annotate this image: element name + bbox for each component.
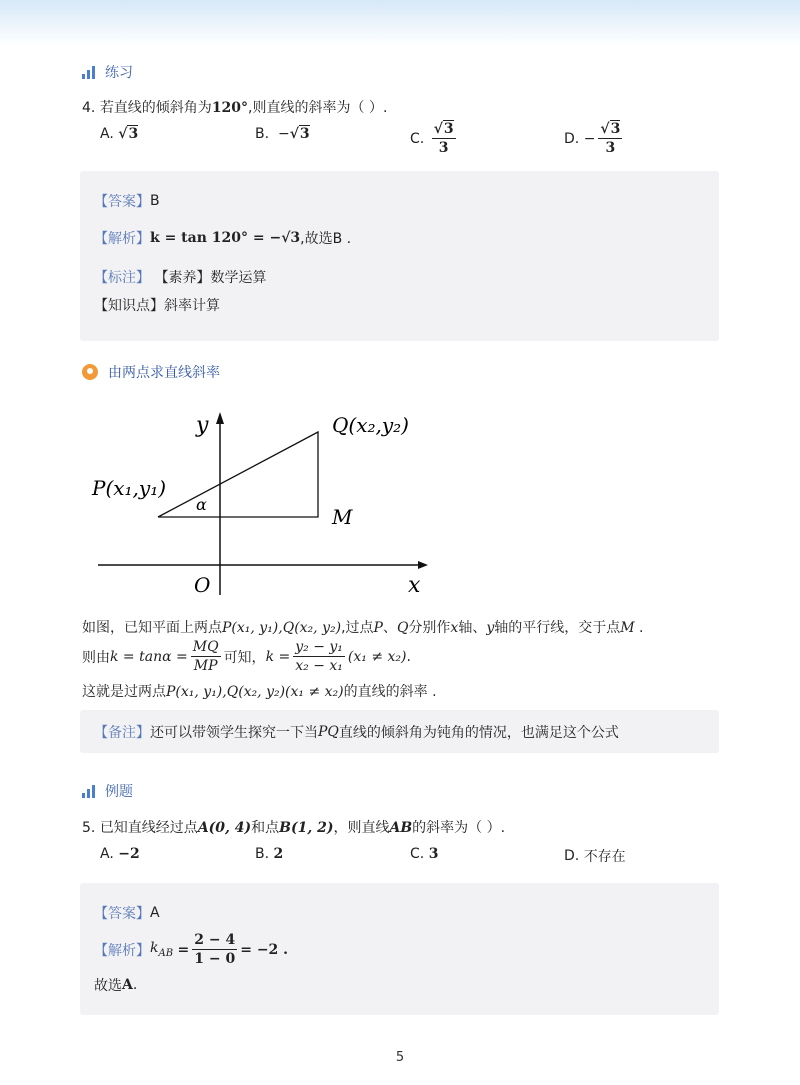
lightbulb-icon <box>82 364 98 380</box>
explain-2-num1: MQ <box>192 639 219 655</box>
point-q-label: Q(x₂,y₂) <box>332 413 409 437</box>
answer-tag: 【答案】 <box>94 194 150 210</box>
origin-label: O <box>194 573 211 597</box>
explain-3b: 的直线的斜率 . <box>343 684 437 700</box>
tip-title: 由两点求直线斜率 <box>108 365 220 381</box>
q4-option-d-label: D. <box>564 130 580 147</box>
q4-note-line <box>94 267 266 287</box>
y-axis-arrow <box>216 412 224 424</box>
remark-tag: 【备注】 <box>94 725 150 741</box>
q5-option-b-label: B. <box>255 846 270 862</box>
q5-option-b[interactable] <box>255 846 283 862</box>
q4-option-d[interactable]: D. − $\frac{√3}{3}$ <box>564 121 621 156</box>
q5-conclusion-line <box>94 975 137 995</box>
q5-ab: AB <box>389 820 413 836</box>
practice-heading <box>82 62 133 82</box>
explain-1-m: M <box>620 620 635 636</box>
q4-text-a: 若直线的倾斜角为 <box>99 100 212 116</box>
q5-option-a[interactable] <box>100 846 140 862</box>
q5-den: 1 − 0 <box>194 951 236 967</box>
bar-chart-icon <box>82 66 95 79</box>
question-5 <box>82 817 505 837</box>
q5-k <box>150 940 173 959</box>
explain-3a: 这就是过两点 <box>82 684 166 700</box>
top-banner <box>0 0 800 46</box>
q5-answer-value: A <box>150 905 160 921</box>
explain-2a: 则由 <box>82 649 110 666</box>
q5-answer-box <box>80 883 719 1015</box>
note-text: 【素养】数学运算 <box>154 270 267 286</box>
q5-analysis-tag: 【解析】 <box>94 942 150 959</box>
x-axis-label: x <box>408 573 421 598</box>
q4-option-b-rad: 3 <box>299 126 310 142</box>
explain-1-p: P <box>373 620 383 636</box>
answer-value: B <box>150 193 160 209</box>
explain-3-points: P(x₁, y₁),Q(x₂, y₂)(x₁ ≠ x₂) <box>166 684 344 700</box>
q5-point-b: B(1, 2) <box>279 820 334 836</box>
knowledge-text: 【知识点】斜率计算 <box>94 298 220 314</box>
q4-option-a[interactable]: A. √3 <box>100 126 139 142</box>
explain-2c: . <box>406 648 411 665</box>
explain-2-k: k = tanα = <box>110 648 188 665</box>
q4-answer-box <box>80 171 719 341</box>
explain-1a: 如图，已知平面上两点 <box>82 620 222 636</box>
q5-text-a: 已知直线经过点 <box>99 820 198 836</box>
explain-1b: ,过点 <box>341 620 374 636</box>
explain-1g: . <box>634 620 644 636</box>
q5-k-letter: k <box>150 940 159 957</box>
q4-analysis-line <box>94 228 351 248</box>
example-heading <box>82 781 133 801</box>
q4-option-d-sign: − <box>583 130 596 147</box>
q4-option-d-den: 3 <box>605 140 616 156</box>
q4-option-a-label: A. <box>100 126 114 142</box>
slope-figure <box>80 400 440 600</box>
note-tag: 【标注】 <box>94 270 150 286</box>
explain-2-den2: x₂ − x₁ <box>295 658 343 674</box>
explain-1c: 、 <box>382 620 397 636</box>
analysis-tail: ,故选B . <box>300 231 352 247</box>
explain-line-2 <box>82 638 411 675</box>
q5-option-d-label: D. <box>564 848 580 864</box>
analysis-math: k = tan 120° = −√3 <box>150 230 301 246</box>
q4-option-b-label: B. <box>255 126 270 142</box>
remark-line <box>94 722 619 742</box>
q5-analysis-line: 【解析】 $k_{AB}$ = $\frac{2 - 4}{1 - 0}$ = −2 . <box>94 932 289 967</box>
explain-line-1 <box>82 617 644 637</box>
explain-1-q: Q <box>396 620 409 636</box>
example-heading-text: 例题 <box>105 784 133 800</box>
explain-2-cond: (x₁ ≠ x₂) <box>347 648 407 665</box>
explain-2b: 可知， <box>223 649 266 666</box>
explain-2-den1: MP <box>193 658 218 674</box>
q5-option-c-value: 3 <box>428 846 439 862</box>
q5-option-d[interactable] <box>564 846 626 866</box>
q4-option-d-rad: 3 <box>610 121 621 137</box>
analysis-tag: 【解析】 <box>94 231 150 247</box>
q5-answer-line <box>94 903 160 923</box>
q5-text-d: 的斜率为（ ）. <box>412 820 506 836</box>
explain-line-3 <box>82 681 437 701</box>
alpha-label: α <box>196 495 207 514</box>
point-m-label: M <box>332 505 353 529</box>
q4-number: 4. <box>82 100 96 116</box>
explain-1f: 轴的平行线，交于点 <box>494 620 621 636</box>
q5-option-b-value: 2 <box>273 846 284 862</box>
q5-number: 5. <box>82 820 96 836</box>
slope-triangle <box>158 432 318 517</box>
q5-text-c: ，则直线 <box>333 820 390 836</box>
y-axis-label: y <box>196 413 209 438</box>
page-number: 5 <box>395 1050 405 1065</box>
q4-option-a-rad: 3 <box>128 126 139 142</box>
q4-option-c-den: 3 <box>438 140 449 156</box>
explain-1e: 轴、 <box>458 620 487 636</box>
tip-heading <box>82 362 220 382</box>
q4-knowledge-line <box>94 295 220 315</box>
q4-angle: 120° <box>211 100 249 116</box>
q5-option-a-label: A. <box>100 846 114 862</box>
q4-option-c[interactable]: C. $\frac{√3}{3}$ <box>410 121 454 156</box>
q5-option-c-label: C. <box>410 846 425 862</box>
q5-conclusion: 故选 <box>94 978 122 994</box>
remark-pq: PQ <box>318 724 339 740</box>
q4-option-c-rad: 3 <box>443 121 454 137</box>
q5-result: = −2 . <box>240 941 289 958</box>
x-axis-arrow <box>418 561 428 569</box>
point-p-label: P(x₁,y₁) <box>92 476 167 500</box>
q4-option-b-sign: − <box>277 126 290 142</box>
q5-option-a-value: −2 <box>118 846 140 862</box>
q5-point-a: A(0, 4) <box>197 820 252 836</box>
q5-k-sub: AB <box>158 947 174 959</box>
explain-1d: 分别作 <box>408 620 451 636</box>
q4-answer-line <box>94 191 160 211</box>
q5-text-b: 和点 <box>251 820 280 836</box>
q5-choice: A <box>122 977 133 993</box>
explain-1-x: x <box>450 620 459 636</box>
q5-option-d-value: 不存在 <box>583 849 626 865</box>
explain-1-y: y <box>486 620 495 636</box>
q5-option-c[interactable] <box>410 846 438 862</box>
practice-heading-text: 练习 <box>105 65 133 81</box>
explain-2-k2: k = <box>265 648 291 665</box>
remark-text-b: 直线的倾斜角为钝角的情况，也满足这个公式 <box>338 725 619 741</box>
q4-text-b: ,则直线的斜率为（ ）. <box>248 100 388 116</box>
bar-chart-icon <box>82 785 95 798</box>
q5-end: . <box>132 977 138 993</box>
explain-1-points: P(x₁, y₁),Q(x₂, y₂) <box>222 620 342 636</box>
remark-box <box>80 710 719 753</box>
explain-2-num2: y₂ − y₁ <box>295 639 343 655</box>
question-4 <box>82 97 387 117</box>
q4-option-c-label: C. <box>410 130 425 147</box>
q5-num: 2 − 4 <box>194 932 236 948</box>
q4-option-b[interactable]: B. − √3 <box>255 126 310 142</box>
remark-text-a: 还可以带领学生探究一下当 <box>150 725 318 741</box>
q5-answer-tag: 【答案】 <box>94 906 150 922</box>
